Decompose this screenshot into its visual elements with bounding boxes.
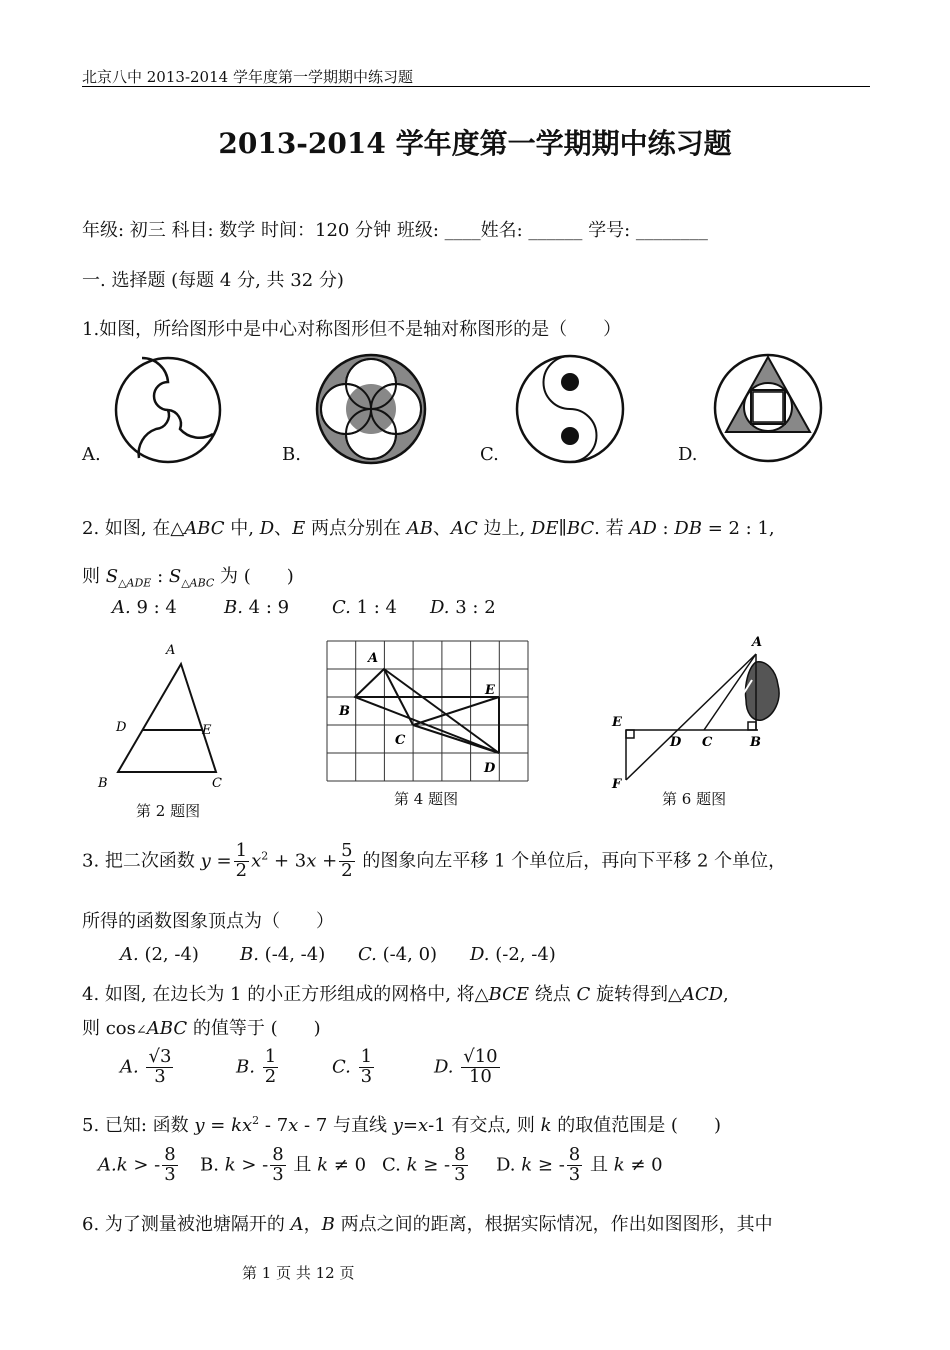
q1-figure-b [314, 352, 430, 466]
fig6-label-e: E [612, 715, 622, 730]
q4-option-a: A. $\frac{√3}{3}$ [120, 1046, 172, 1087]
figure-2-caption: 第 2 题图 [136, 802, 201, 820]
q5-option-b: B. k > - $\frac{8}{3}$ 且 k ≠ 0 [200, 1144, 367, 1185]
figure-6-caption: 第 6 题图 [662, 790, 727, 808]
fig4-label-b: B [339, 704, 350, 719]
question-2-stem: 2. 如图, 在△ABC 中, D、E 两点分别在 AB、AC 边上, DE∥BC. 若 AD : DB = 2 : 1, [82, 518, 775, 539]
q3-option-a: A. (2, -4) [120, 944, 199, 965]
question-3-stem: 3. 把二次函数 y = $\frac{1}{2}$ $x^2 + 3x$ + $\frac{5}{2}$ 的图象向左平移 1 个单位后，再向下平移 2 个单位， [82, 840, 787, 881]
q2-option-d: D. 3 : 2 [430, 597, 496, 618]
q5-option-c: C. k ≥ - $\frac{8}{3}$ [382, 1144, 466, 1185]
q2-option-a: A. 9 : 4 [112, 597, 177, 618]
page-footer: 第 1 页 共 12 页 [242, 1264, 355, 1282]
q3-option-c: C. (-4, 0) [358, 944, 438, 965]
q1-figure-d [712, 352, 824, 464]
figure-6 [606, 630, 792, 794]
q1-figure-c [514, 352, 626, 466]
fig6-label-a: A [752, 635, 763, 650]
header-rule [82, 86, 870, 87]
q4-option-d: D. $\frac{√10}{10}$ [434, 1046, 498, 1087]
page-title: 2013-2014 学年度第一学期期中练习题 [218, 127, 732, 160]
q3-option-b: B. (-4, -4) [240, 944, 326, 965]
figure-4 [322, 636, 534, 792]
q1-option-b-label: B. [282, 444, 301, 465]
fig6-label-b: B [750, 735, 761, 750]
q4-option-b: B. $\frac{1}{2}$ [236, 1046, 277, 1087]
question-6-stem: 6. 为了测量被池塘隔开的 A，B 两点之间的距离，根据实际情况，作出如图图形，其中 [82, 1214, 773, 1235]
q4-option-c: C. $\frac{1}{3}$ [332, 1046, 373, 1087]
figure-2 [92, 636, 232, 796]
fig4-label-c: C [395, 733, 406, 748]
q1-option-a-label: A. [82, 444, 101, 465]
q3-option-d: D. (-2, -4) [470, 944, 556, 965]
fig6-label-c: C [702, 735, 713, 750]
exam-info: 年级: 初三 科目: 数学 时间：120 分钟 班级: ____姓名: ______ 学号: ________ [82, 220, 708, 241]
fig2-label-b: B [98, 776, 108, 791]
fig4-label-d: D [484, 761, 496, 776]
q2-option-c: C. 1 : 4 [332, 597, 397, 618]
q3-fraction-1: $\frac{1}{2}$ [235, 840, 248, 881]
fig2-label-c: C [212, 776, 222, 791]
q5-option-a: A.k > - $\frac{8}{3}$ [98, 1144, 176, 1185]
fig6-label-d: D [670, 735, 682, 750]
fig4-label-e: E [485, 683, 495, 698]
q5-option-d: D. k ≥ - $\frac{8}{3}$ 且 k ≠ 0 [496, 1144, 663, 1185]
q1-figure-a [112, 354, 224, 466]
fig2-label-e: E [202, 723, 212, 738]
question-4-line2: 则 cos∠ABC 的值等于 ( ) [82, 1018, 321, 1039]
question-1-stem: 1.如图，所给图形中是中心对称图形但不是轴对称图形的是（ ） [82, 319, 622, 340]
fig4-label-a: A [368, 651, 379, 666]
section-heading: 一. 选择题 (每题 4 分, 共 32 分) [82, 270, 344, 291]
q1-option-d-label: D. [678, 444, 698, 465]
figure-4-caption: 第 4 题图 [394, 790, 459, 808]
fig2-label-a: A [166, 643, 176, 658]
question-3-line2: 所得的函数图象顶点为（ ） [82, 911, 334, 932]
question-5-stem: 5. 已知: 函数 $y = kx^2 - 7x - 7$ 与直线 y=x-1 有交点, 则 k 的取值范围是 ( ) [82, 1114, 721, 1136]
question-2-line2: 则 $S_{\triangle ADE}$ : $S_{\triangle ABC}$ 为 ( ) [82, 566, 294, 590]
q2-option-b: B. 4 : 9 [224, 597, 290, 618]
q3-fraction-2: $\frac{5}{2}$ [341, 840, 353, 881]
q1-option-c-label: C. [480, 444, 499, 465]
fig6-label-f: F [612, 777, 622, 792]
page-header: 北京八中 2013-2014 学年度第一学期期中练习题 [82, 68, 413, 86]
question-4-stem: 4. 如图, 在边长为 1 的小正方形组成的网格中, 将△BCE 绕点 C 旋转得到△ACD, [82, 984, 729, 1005]
fig2-label-d: D [116, 720, 127, 735]
